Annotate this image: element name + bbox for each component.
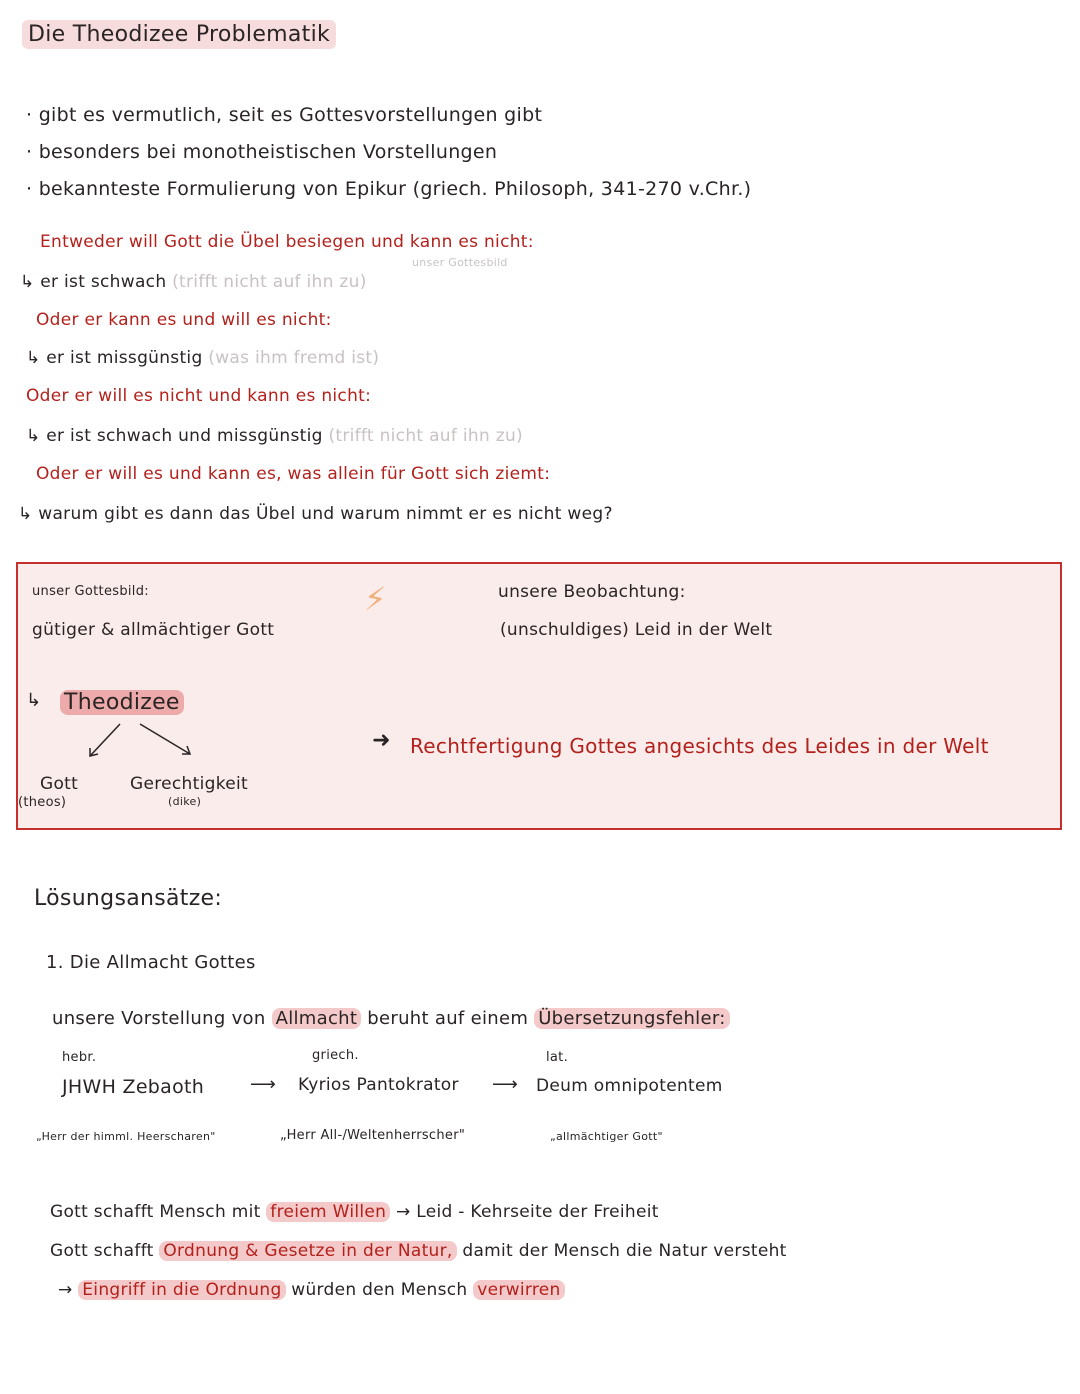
hebr-term: JHWH Zebaoth xyxy=(62,1076,205,1098)
theos-label: (theos) xyxy=(18,795,67,810)
ordnung-line: Gott schafft Ordnung & Gesetze in der Natur, damit der Mensch die Natur versteht xyxy=(50,1241,787,1261)
curved-arrow-icon: ↳ xyxy=(26,690,42,711)
dike-label: (dike) xyxy=(168,795,202,808)
intro-bullet-3: · bekannteste Formulierung von Epikur (griech. Philosoph, 341-270 v.Chr.) xyxy=(26,178,752,200)
epikur-line-8: ↳ warum gibt es dann das Übel und warum nimmt er es nicht weg? xyxy=(18,504,613,524)
bullet-dot: · xyxy=(26,104,39,126)
lang-lat: lat. xyxy=(546,1050,569,1065)
box-beobachtung-text: (unschuldiges) Leid in der Welt xyxy=(500,620,773,640)
epikur-note-gottesbild: unser Gottesbild xyxy=(412,256,508,269)
arrow-icon: ↳ xyxy=(18,504,33,524)
freiheit-line: Gott schafft Mensch mit freiem Willen → Leid - Kehrseite der Freiheit xyxy=(50,1202,659,1222)
page-title: Die Theodizee Problematik xyxy=(22,20,336,49)
epikur-line-3: Oder er kann es und will es nicht: xyxy=(36,310,332,330)
epikur-line-7: Oder er will es und kann es, was allein für Gott sich ziemt: xyxy=(36,464,551,484)
hebr-meaning: „Herr der himml. Heerscharen" xyxy=(36,1130,216,1143)
epikur-line-5: Oder er will es nicht und kann es nicht: xyxy=(26,386,372,406)
arrow-icon: ↳ xyxy=(26,348,41,368)
epikur-line-1: Entweder will Gott die Übel besiegen und kann es nicht: xyxy=(40,232,534,252)
intro-bullet-1: · gibt es vermutlich, seit es Gottesvorstellungen gibt xyxy=(26,104,543,126)
arrow-icon: ↳ xyxy=(26,426,41,446)
intro-bullet-2: · besonders bei monotheistischen Vorstellungen xyxy=(26,141,498,163)
lang-griech: griech. xyxy=(312,1048,359,1063)
arrow-icon: ⟶ xyxy=(492,1074,519,1095)
allmacht-line: unsere Vorstellung von Allmacht beruht auf einem Übersetzungsfehler: xyxy=(52,1008,730,1029)
loesung-1-heading: 1. Die Allmacht Gottes xyxy=(46,952,256,973)
box-beobachtung-heading: unsere Beobachtung: xyxy=(498,582,686,602)
loesungen-heading: Lösungsansätze: xyxy=(34,886,223,911)
gerechtigkeit-label: Gerechtigkeit xyxy=(130,774,248,794)
lightning-icon: ⚡ xyxy=(364,580,387,618)
lat-term: Deum omnipotentem xyxy=(536,1076,723,1096)
lat-meaning: „allmächtiger Gott" xyxy=(550,1130,663,1143)
box-gottesbild-heading: unser Gottesbild: xyxy=(32,584,149,599)
griech-meaning: „Herr All-/Weltenherrscher" xyxy=(280,1128,466,1143)
epikur-line-2: ↳ er ist schwach (trifft nicht auf ihn zu) xyxy=(20,272,367,292)
branch-arrows xyxy=(60,718,210,764)
bullet-dot: · xyxy=(26,141,39,163)
epikur-line-4: ↳ er ist missgünstig (was ihm fremd ist) xyxy=(26,348,380,368)
arrow-icon: → xyxy=(395,1202,411,1222)
theodizee-label: Theodizee xyxy=(60,690,184,715)
epikur-line-6: ↳ er ist schwach und missgünstig (trifft nicht auf ihn zu) xyxy=(26,426,523,446)
gott-label: Gott xyxy=(40,774,79,794)
arrow-icon: ↳ xyxy=(20,272,35,292)
arrow-icon: ⟶ xyxy=(250,1074,277,1095)
griech-term: Kyrios Pantokrator xyxy=(298,1075,459,1095)
eingriff-line: → Eingriff in die Ordnung würden den Mensch verwirren xyxy=(58,1280,565,1300)
right-arrow-icon: ➜ xyxy=(372,728,391,753)
arrow-icon: → xyxy=(58,1280,73,1300)
lang-hebr: hebr. xyxy=(62,1050,97,1065)
bullet-dot: · xyxy=(26,178,39,200)
box-gottesbild-text: gütiger & allmächtiger Gott xyxy=(32,620,275,640)
theodizee-definition: Rechtfertigung Gottes angesichts des Leides in der Welt xyxy=(410,734,989,758)
